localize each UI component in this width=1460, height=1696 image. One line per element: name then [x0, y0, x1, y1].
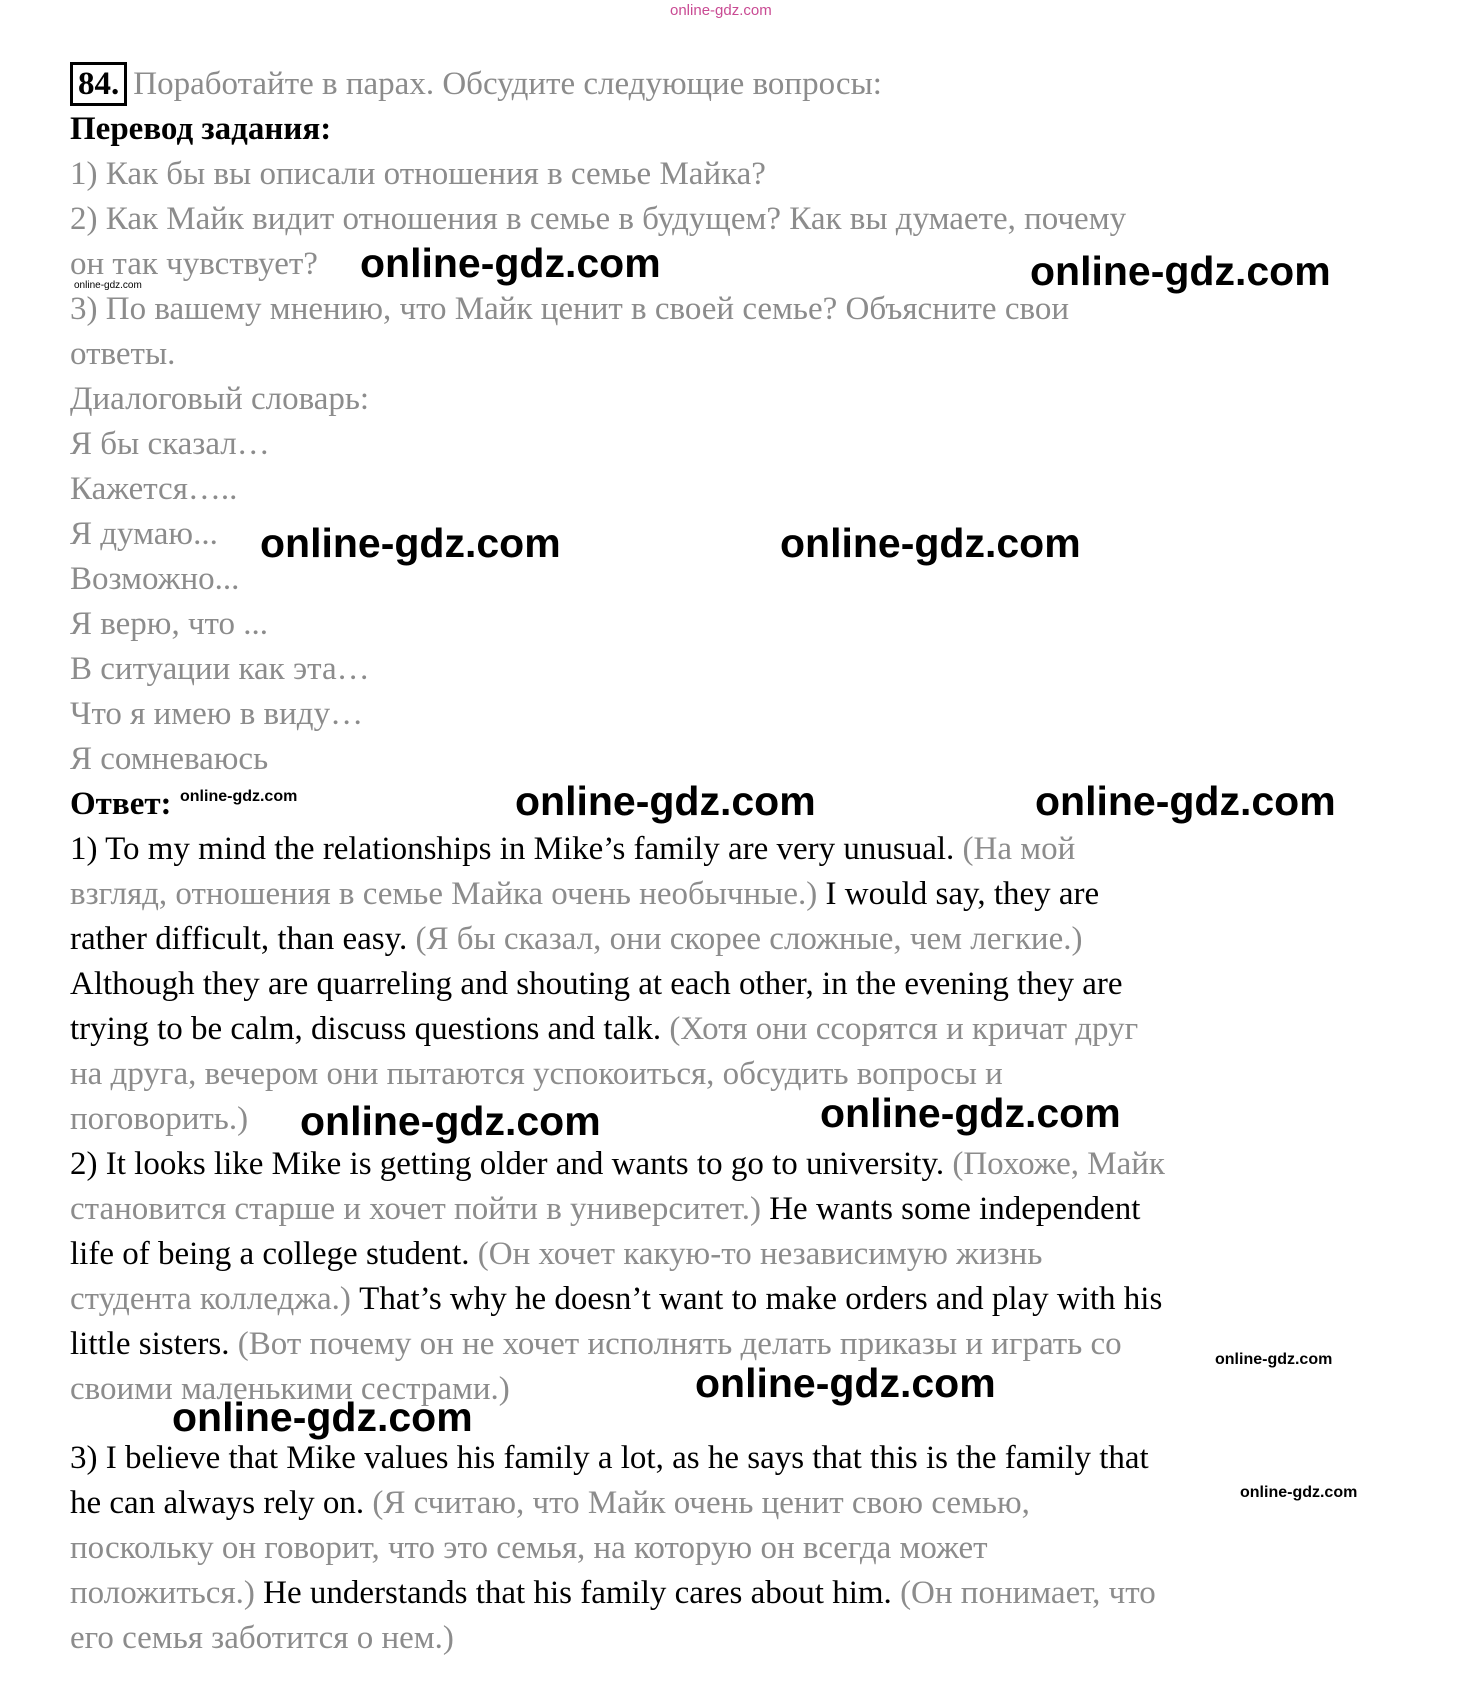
dialogue-phrase: Я верю, что ... — [70, 606, 269, 642]
translation-segment: его семья заботится о нем.) — [70, 1620, 454, 1656]
watermark-text: online-gdz.com — [1030, 248, 1331, 294]
dialogue-phrase: Я сомневаюсь — [70, 741, 269, 777]
watermark-text: online-gdz.com — [1240, 1484, 1358, 1501]
answer-line — [70, 1481, 1400, 1526]
english-segment: trying to be calm, discuss questions and talk. — [70, 1011, 670, 1047]
watermark-text: online-gdz.com — [172, 1394, 473, 1440]
answer-line — [70, 1436, 1400, 1481]
english-segment: rather difficult, than easy. — [70, 921, 416, 957]
translation-segment: (Я бы сказал, они скорее сложные, чем легкие.) — [415, 921, 1083, 957]
english-segment: he can always rely on. — [70, 1485, 373, 1521]
english-segment: little sisters. — [70, 1326, 238, 1362]
question-line: 3) По вашему мнению, что Майк ценит в своей семье? Объясните свои — [70, 291, 1069, 327]
watermark-text: online-gdz.com — [180, 788, 298, 805]
dialogue-phrase: Возможно... — [70, 561, 240, 597]
english-segment: 3) I believe that Mike values his family a lot, as he says that this is the family that — [70, 1440, 1149, 1476]
english-segment: Although they are quarreling and shouting at each other, in the evening they are — [70, 966, 1123, 1002]
answer-line — [70, 1616, 1400, 1661]
question-line: 1) Как бы вы описали отношения в семье Майка? — [70, 156, 766, 192]
answer-line — [70, 827, 1400, 872]
dialogue-phrase: Я бы сказал… — [70, 426, 270, 462]
translation-segment: (На мой — [962, 831, 1076, 867]
answer-line — [70, 1526, 1400, 1571]
dictionary-heading: Диалоговый словарь: — [70, 381, 370, 417]
english-segment: life of being a college student. — [70, 1236, 478, 1272]
watermark-text: online-gdz.com — [260, 520, 561, 566]
watermark-text: online-gdz.com — [300, 1098, 601, 1144]
top-watermark: online-gdz.com — [670, 2, 772, 19]
task-instruction: Поработайте в парах. Обсудите следующие вопросы: — [133, 66, 882, 102]
answer-line — [70, 917, 1400, 962]
answer-line — [70, 872, 1400, 917]
phrases-list — [70, 422, 1400, 782]
translation-segment: студента колледжа.) — [70, 1281, 360, 1317]
answer-line — [70, 962, 1400, 1007]
english-segment: I would say, they are — [825, 876, 1100, 912]
answer-text — [70, 827, 1400, 1661]
task-header — [70, 62, 1400, 107]
english-segment: 2) It looks like Mike is getting older and wants to go to university. — [70, 1146, 953, 1182]
answer-line — [70, 1007, 1400, 1052]
dialogue-phrase: В ситуации как эта… — [70, 651, 370, 687]
translation-segment: становится старше и хочет пойти в университет.) — [70, 1191, 770, 1227]
question-line: ответы. — [70, 336, 176, 372]
watermark-text: online-gdz.com — [515, 778, 816, 824]
english-segment: He wants some independent — [769, 1191, 1141, 1227]
dialogue-phrase: Кажется….. — [70, 471, 238, 507]
answer-line — [70, 1277, 1400, 1322]
answer-line — [70, 1571, 1400, 1616]
answer-heading: Ответ: — [70, 786, 172, 822]
translation-heading: Перевод задания: — [70, 111, 332, 147]
translation-segment: взгляд, отношения в семье Майка очень необычные.) — [70, 876, 826, 912]
watermark-text: online-gdz.com — [360, 240, 661, 286]
english-segment: He understands that his family cares about him. — [263, 1575, 901, 1611]
translation-segment: (Вот почему он не хочет исполнять делать приказы и играть со — [237, 1326, 1122, 1362]
translation-segment: поскольку он говорит, что это семья, на которую он всегда может — [70, 1530, 988, 1566]
dialogue-phrase: Я думаю... — [70, 516, 218, 552]
translation-segment: своими маленькими сестрами.) — [70, 1371, 510, 1407]
translation-segment: (Похоже, Майк — [952, 1146, 1165, 1182]
watermark-text: online-gdz.com — [74, 280, 142, 291]
task-number: 84. — [70, 62, 127, 106]
dialogue-phrase: Что я имею в виду… — [70, 696, 364, 732]
translation-segment: (Он хочет какую-то независимую жизнь — [477, 1236, 1043, 1272]
answer-line — [70, 1187, 1400, 1232]
watermark-text: online-gdz.com — [695, 1360, 996, 1406]
answer-line — [70, 1052, 1400, 1097]
english-segment: That’s why he doesn’t want to make orders and play with his — [359, 1281, 1163, 1317]
question-line: 2) Как Майк видит отношения в семье в будущем? Как вы думаете, почему — [70, 201, 1127, 237]
translation-segment: положиться.) — [70, 1575, 264, 1611]
answer-line — [70, 1232, 1400, 1277]
translation-segment: поговорить.) — [70, 1101, 249, 1137]
translation-segment: (Он понимает, что — [900, 1575, 1156, 1611]
watermark-text: online-gdz.com — [820, 1090, 1121, 1136]
answer-line — [70, 1142, 1400, 1187]
watermark-text: online-gdz.com — [780, 520, 1081, 566]
translation-segment: (Я считаю, что Майк очень ценит свою семью, — [372, 1485, 1030, 1521]
translation-segment: на друга, вечером они пытаются успокоиться, обсудить вопросы и — [70, 1056, 1003, 1092]
watermark-text: online-gdz.com — [1215, 1351, 1333, 1368]
question-line: он так чувствует? — [70, 246, 318, 282]
english-segment: 1) To my mind the relationships in Mike’s family are very unusual. — [70, 831, 963, 867]
answer-line — [70, 1097, 1400, 1142]
watermark-text: online-gdz.com — [1035, 778, 1336, 824]
translation-segment: (Хотя они ссорятся и кричат друг — [669, 1011, 1139, 1047]
